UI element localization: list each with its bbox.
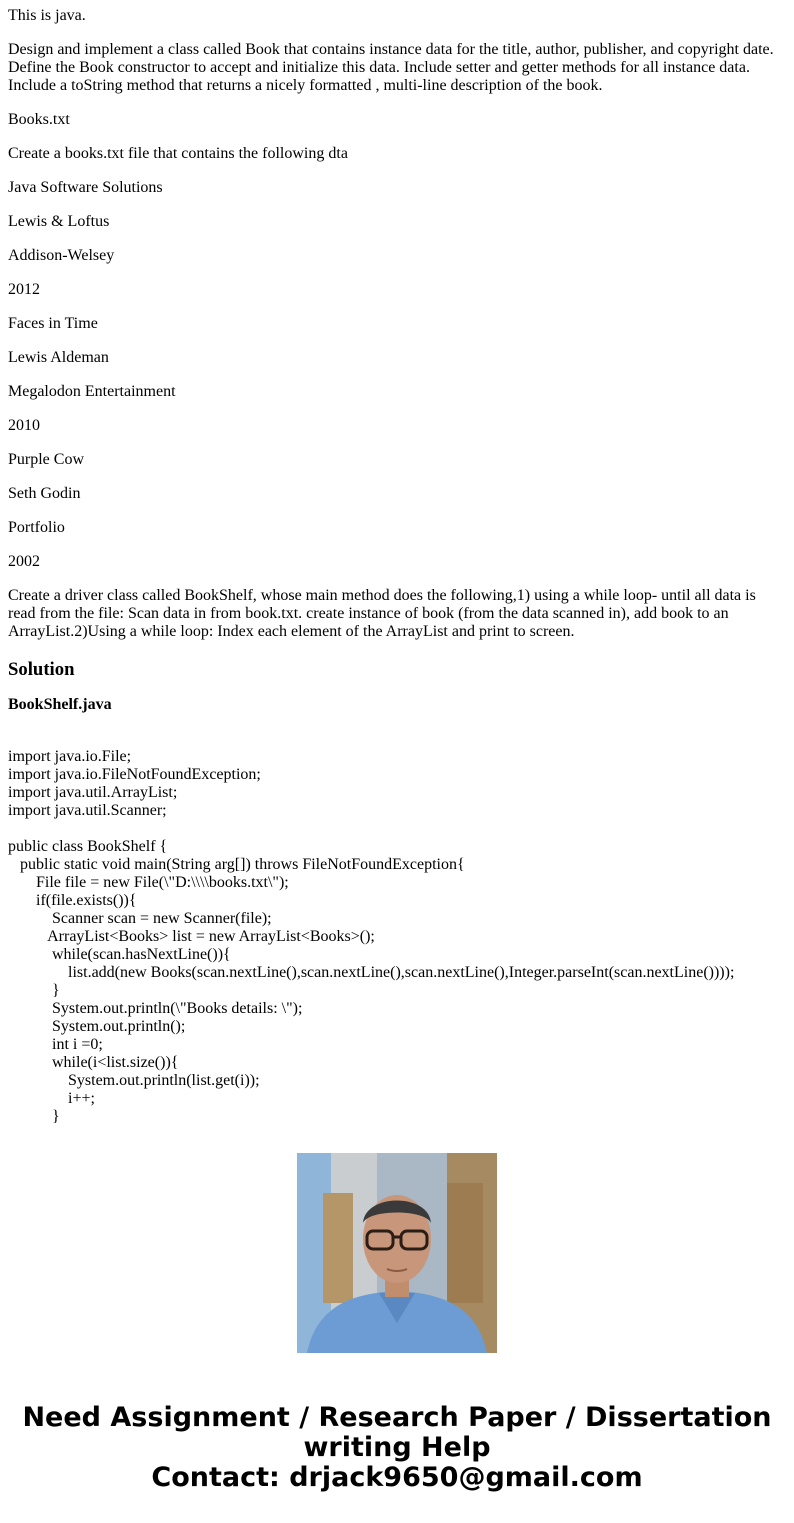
book-line: 2010 [8, 417, 40, 434]
book-line: Addison-Welsey [8, 247, 115, 264]
footer-line-2: writing Help [303, 1432, 491, 1463]
contact-footer [0, 1403, 794, 1493]
driver-instruction: Create a driver class called BookShelf, whose main method does the following,1) using a while loop- until all data is read from the file: Scan data in from book.txt. create instance of book (from the data scanned in), add book to an ArrayList.2)Using a while loop: Index each element of the ArrayList and print to screen. [8, 587, 756, 640]
book-line: 2012 [8, 281, 40, 298]
book-line: Lewis & Loftus [8, 213, 110, 230]
assignment-description: Design and implement a class called Book that contains instance data for the title, author, publisher, and copyright date. Define the Book constructor to accept and initialize this data. Include setter and getter methods for all instance data. Include a toString method that returns a nicely formatted , multi-line description of the book. [8, 41, 774, 94]
book-data-list [8, 179, 786, 571]
book-line: 2002 [8, 553, 40, 570]
file-instruction: Create a books.txt file that contains the following dta [8, 145, 348, 162]
book-line: Faces in Time [8, 315, 98, 332]
code-block [8, 748, 786, 1125]
author-avatar [297, 1153, 497, 1353]
file-heading: Books.txt [8, 111, 70, 128]
intro-text: This is java. [8, 7, 86, 24]
author-portrait-image [297, 1153, 497, 1353]
book-line: Megalodon Entertainment [8, 383, 176, 400]
solution-filename: BookShelf.java [8, 696, 112, 713]
book-line: Portfolio [8, 519, 65, 536]
book-line: Seth Godin [8, 485, 81, 502]
book-line: Java Software Solutions [8, 179, 163, 196]
code-text: import java.io.File; import java.io.FileNotFoundException; import java.util.ArrayList; import java.util.Scanner; public class BookShelf { public static void main(String arg[]) throws FileNotFoundException{ File file = new File(\"D:\\\\books.txt\"); if(file.exists()){ Scanner scan = new Scanner(file); ArrayList<Books> list = new ArrayList<Books>(); while(scan.hasNextLine()){ list.add(new Books(scan.nextLine(),scan.nextLine(),scan.nextLine(),Integer.parseInt(scan.nextLine()))); } System.out.println(\"Books details: \"); System.out.println(); int i =0; while(i<list.size()){ System.out.println(list.get(i)); i++; } [8, 748, 735, 1125]
book-line: Lewis Aldeman [8, 349, 109, 366]
footer-line-1: Need Assignment / Research Paper / Dissertation [22, 1402, 772, 1433]
solution-heading: Solution [8, 659, 75, 680]
footer-contact: Contact: drjack9650@gmail.com [151, 1462, 643, 1493]
book-line: Purple Cow [8, 451, 84, 468]
